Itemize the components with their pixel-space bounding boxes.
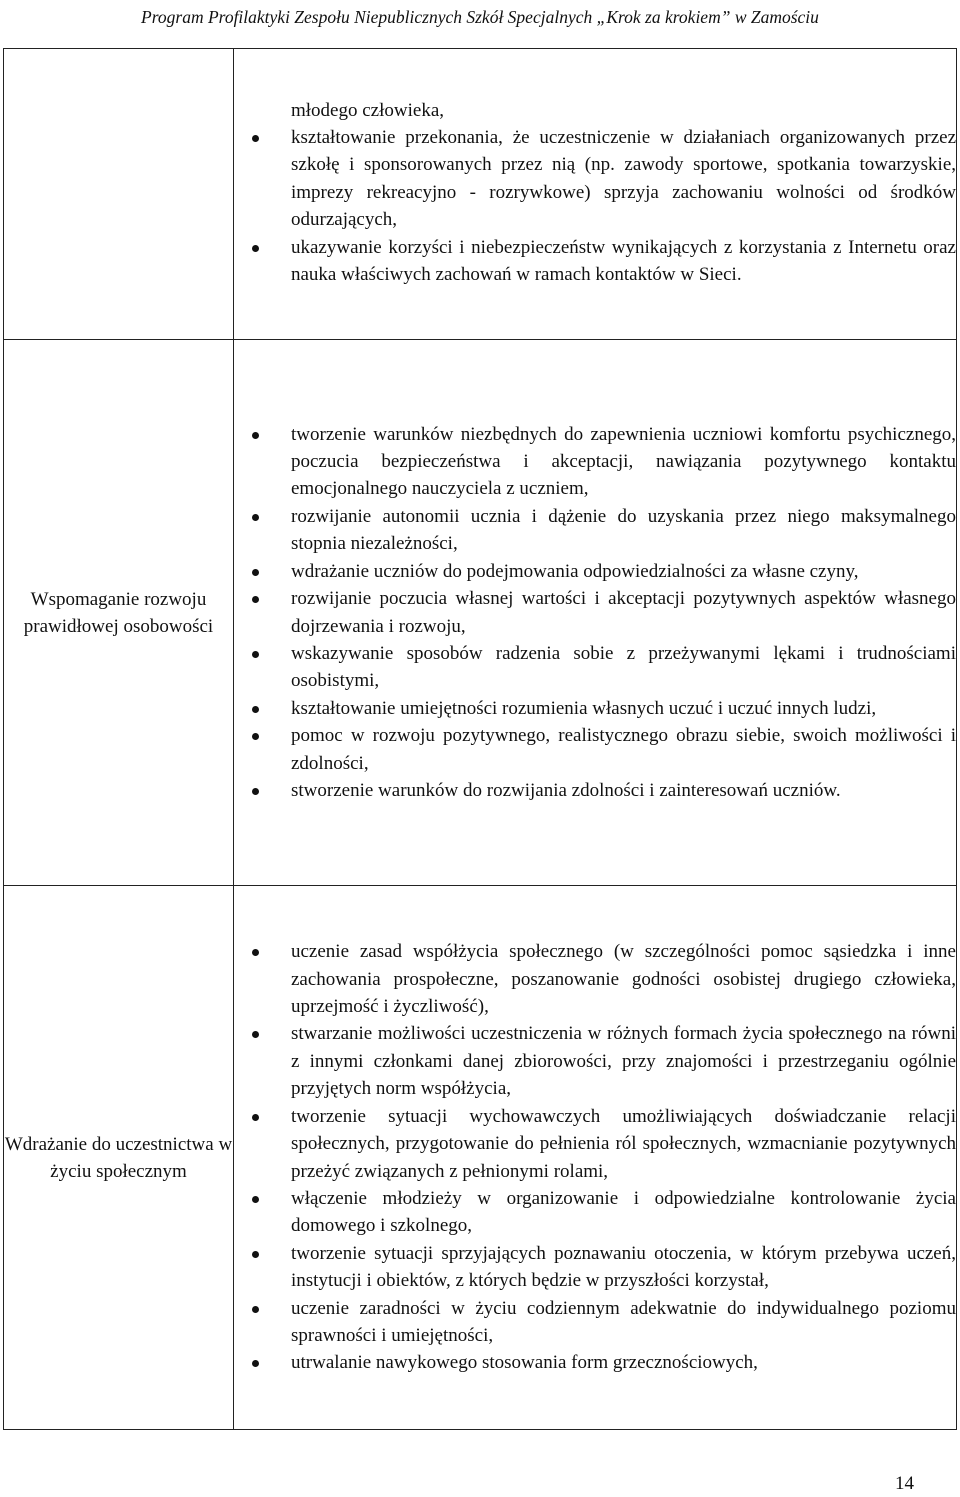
page-header: Program Profilaktyki Zespołu Niepublicznych Szkół Specjalnych „Krok za krokiem” w Zamościu	[141, 7, 819, 27]
list-item: uczenie zaradności w życiu codziennym adekwatnie do indywidualnego poziomu sprawności i umiejętności,	[234, 1295, 956, 1350]
list-item: wskazywanie sposobów radzenia sobie z przeżywanymi lękami i trudnościami osobistymi,	[234, 640, 956, 695]
bullet-list	[234, 97, 956, 289]
list-item: tworzenie sytuacji wychowawczych umożliwiających doświadczanie relacji społecznych, przygotowanie do pełnienia ról społecznych, wzmacnianie pozytywnych przeżyć związanych z pełnionymi rolami,	[234, 1103, 956, 1185]
list-item: tworzenie sytuacji sprzyjających poznawaniu otoczenia, w którym przebywa uczeń, instytucji i obiektów, z których będzie w przyszłości korzystał,	[234, 1240, 956, 1295]
list-item: ukazywanie korzyści i niebezpieczeństw wynikających z korzystania z Internetu oraz nauka właściwych zachowań w ramach kontaktów w Sieci.	[234, 234, 956, 289]
topic-cell	[4, 49, 234, 340]
table-row	[4, 886, 957, 1430]
topic-cell: Wdrażanie do uczestnictwa w życiu społecznym	[4, 886, 234, 1430]
list-item: kształtowanie przekonania, że uczestniczenie w działaniach organizowanych przez szkołę i sponsorowanych przez nią (np. zawody sportowe, spotkania towarzyskie, imprezy rekreacyjno - rozrywkowe) sprzyja zachowaniu wolności od środków odurzających,	[234, 124, 956, 234]
list-item: stworzenie warunków do rozwijania zdolności i zainteresowań uczniów.	[234, 777, 956, 804]
list-item: pomoc w rozwoju pozytywnego, realistycznego obrazu siebie, swoich możliwości i zdolności,	[234, 722, 956, 777]
list-item: stwarzanie możliwości uczestniczenia w różnych formach życia społecznego na równi z innymi członkami danej zbiorowości, przy znajomości i przestrzeganiu ogólnie przyjętych norm współżycia,	[234, 1020, 956, 1102]
content-cell	[234, 49, 957, 340]
topic-cell: Wspomaganie rozwoju prawidłowej osobowości	[4, 340, 234, 886]
list-item: włączenie młodzieży w organizowanie i odpowiedzialne kontrolowanie życia domowego i szkolnego,	[234, 1185, 956, 1240]
list-item: wdrażanie uczniów do podejmowania odpowiedzialności za własne czyny,	[234, 558, 956, 585]
list-item: tworzenie warunków niezbędnych do zapewnienia uczniowi komfortu psychicznego, poczucia bezpieczeństwa i akceptacji, nawiązania pozytywnego kontaktu emocjonalnego nauczyciela z uczniem,	[234, 421, 956, 503]
page-number: 14	[895, 1473, 914, 1494]
content-cell	[234, 886, 957, 1430]
table-row	[4, 49, 957, 340]
list-item: uczenie zasad współżycia społecznego (w szczególności pomoc sąsiedzka i inne zachowania prospołeczne, poszanowanie godności osobistej drugiego człowieka, uprzejmość i życzliwość),	[234, 938, 956, 1020]
list-item: utrwalanie nawykowego stosowania form grzecznościowych,	[234, 1349, 956, 1376]
list-item: rozwijanie autonomii ucznia i dążenie do uzyskania przez niego maksymalnego stopnia niezależności,	[234, 503, 956, 558]
content-cell	[234, 340, 957, 886]
list-item: rozwijanie poczucia własnej wartości i akceptacji pozytywnych aspektów własnego dojrzewania i rozwoju,	[234, 585, 956, 640]
list-item: młodego człowieka,	[291, 99, 445, 121]
list-item: kształtowanie umiejętności rozumienia własnych uczuć i uczuć innych ludzi,	[234, 695, 956, 722]
program-table	[3, 48, 957, 1430]
bullet-list	[234, 938, 956, 1377]
bullet-list	[234, 421, 956, 805]
table-row	[4, 340, 957, 886]
